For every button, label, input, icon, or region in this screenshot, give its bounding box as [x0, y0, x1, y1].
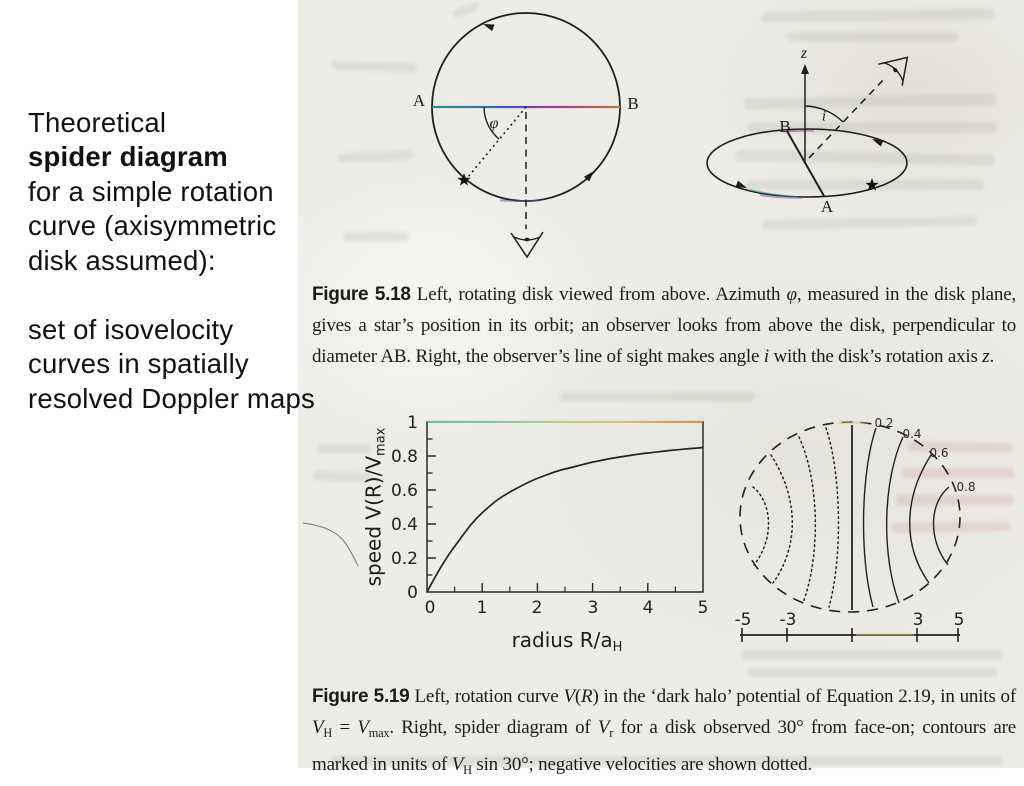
- contour-0.2: [864, 428, 876, 607]
- contour-label-0.8: 0.8: [956, 480, 976, 494]
- slide-text-line: resolved Doppler maps: [28, 382, 315, 414]
- contour-label-0.2: 0.2: [874, 416, 894, 430]
- contour-0.6: [910, 455, 931, 583]
- x-tick-5: 5: [697, 598, 709, 618]
- x-axis-title: radius $R/a_H$: [511, 628, 623, 656]
- spider-diagram: [740, 422, 960, 642]
- plot-frame: [427, 422, 703, 592]
- y-minor-ticks: [427, 439, 433, 575]
- y-tick-0.2: 0.2: [390, 549, 418, 569]
- star-marker: [457, 173, 470, 186]
- figure-5-19-caption: Figure 5.19 Left, rotation curve V(R) in the ‘dark halo’ potential of Equation 2.19, in units of $V_H = V_{max}$. Right, spider diagram of $V_r$ for a disk observed 30° from face-on; contours are marked in units of $V_H$ sin 30°; negative velocities are shown dotted.: [312, 686, 1017, 777]
- top-view-label-b: B: [627, 94, 639, 113]
- z-axis-arrowhead: [801, 64, 809, 74]
- side-view-label-b: B: [779, 117, 791, 136]
- contour-neg-0.4: [799, 437, 815, 603]
- slide-text-block-1: [28, 106, 276, 278]
- azimuth-angle-label: φ: [489, 115, 499, 132]
- contour-0.4: [887, 437, 903, 603]
- contour-label-0.4: 0.4: [902, 427, 922, 441]
- line-of-sight-dashed: [809, 77, 886, 158]
- observer-eye-icon: [511, 232, 543, 257]
- x-tick-0: 0: [424, 598, 436, 618]
- slide-text-line: set of isovelocity: [28, 314, 234, 345]
- side-view-label-a: A: [820, 197, 834, 216]
- spider-tick-neg5: -5: [734, 610, 752, 630]
- slide-text-block-2: [28, 313, 315, 416]
- y-tick-0.8: 0.8: [390, 447, 418, 467]
- inclination-angle-label: i: [821, 108, 827, 125]
- z-axis-label: z: [800, 45, 808, 62]
- disk-inclined-view-diagram: [707, 46, 919, 197]
- rotation-arrow-upper-right: [872, 139, 884, 147]
- contour-neg-0.2: [826, 428, 838, 607]
- rotation-curve: [427, 448, 703, 593]
- slide-text-line: curves in spatially: [28, 348, 249, 380]
- contour-label-0.6: 0.6: [929, 446, 949, 460]
- y-tick-1: 1: [407, 413, 418, 433]
- chromatic-fringe: [856, 634, 914, 636]
- chromatic-fringe: [500, 200, 541, 201]
- slide-text-line-bold: spider diagram: [28, 141, 228, 173]
- top-view-label-a: A: [412, 91, 426, 110]
- slide-text-line: for a simple rotation: [28, 175, 274, 207]
- slide-text-line: curve (axisymmetric: [28, 210, 277, 242]
- stray-scan-curve: [303, 523, 358, 566]
- x-tick-2: 2: [531, 598, 543, 618]
- slide-text-line: disk assumed):: [28, 244, 216, 276]
- contour-neg-0.6: [771, 455, 792, 583]
- y-tick-0.6: 0.6: [390, 481, 418, 501]
- rotation-arrow-top: [483, 24, 495, 31]
- chromatic-fringe: [789, 130, 814, 131]
- y-tick-0: 0: [407, 583, 418, 603]
- y-tick-0.4: 0.4: [390, 515, 418, 535]
- contour-neg-0.8: [753, 487, 769, 565]
- x-tick-4: 4: [642, 598, 654, 618]
- spider-tick-3: 3: [912, 610, 924, 630]
- figure-5-18-caption: Figure 5.18 Left, rotating disk viewed from above. Azimuth φ, measured in the disk plane, gives a star’s position in its orbit; an observer looks from above the disk, perpendicular to diameter AB. Right, the observer’s line of sight makes angle i with the disk’s rotation axis z.: [312, 284, 1016, 367]
- x-minor-ticks: [455, 587, 676, 593]
- spider-tick-neg3: -3: [779, 610, 797, 630]
- observer-eye-icon: [878, 46, 918, 86]
- x-tick-3: 3: [587, 598, 599, 618]
- y-axis-title: speed $V(R)/V_{max}$: [361, 427, 389, 587]
- rotation-arrow-lower-left: [736, 181, 748, 188]
- contour-0.8: [933, 487, 949, 565]
- spider-tick-5: 5: [953, 610, 965, 630]
- chromatic-fringe-top-border: [428, 421, 703, 423]
- x-tick-1: 1: [476, 598, 488, 618]
- slide-text-line: Theoretical: [28, 107, 167, 138]
- disk-top-view-diagram: [432, 13, 620, 257]
